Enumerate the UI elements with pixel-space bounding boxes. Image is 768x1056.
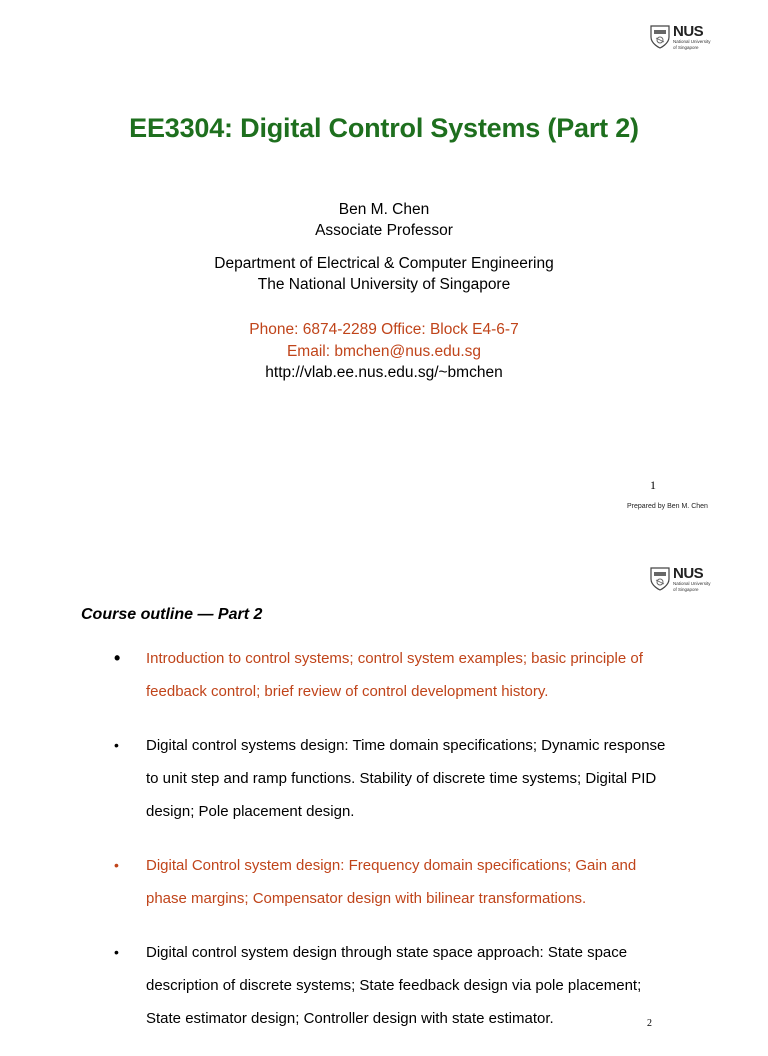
outline-item-line: Digital Control system design: Frequency domain specifications; Gain and bbox=[146, 857, 637, 874]
outline-item bbox=[114, 849, 674, 915]
outline-item-line: Introduction to control systems; control system examples; basic principle of bbox=[146, 650, 643, 667]
bullet-marker: • bbox=[114, 857, 119, 873]
contact-line: Phone: 6874-2289 Office: Block E4-6-7 bbox=[249, 321, 519, 338]
bullet-marker: • bbox=[114, 648, 121, 668]
author-position: Associate Professor bbox=[315, 222, 453, 239]
outline-item bbox=[114, 642, 674, 708]
outline-item-line: description of discrete systems; State feedback design via pole placement; bbox=[146, 977, 642, 994]
outline-item bbox=[114, 729, 674, 828]
logo-brand: NUS bbox=[673, 565, 704, 582]
university: The National University of Singapore bbox=[257, 276, 511, 293]
logo-subtitle-line1: National University bbox=[673, 581, 711, 586]
page-number: 2 bbox=[647, 1018, 652, 1029]
outline-item-line: design; Pole placement design. bbox=[146, 803, 355, 820]
nus-crest-icon bbox=[649, 24, 671, 50]
outline-item-line: Digital control systems design: Time domain specifications; Dynamic response bbox=[146, 737, 666, 754]
outline-heading: Course outline — Part 2 bbox=[81, 606, 263, 623]
logo-subtitle-line2: of Singapore bbox=[673, 586, 699, 592]
nus-logo bbox=[649, 566, 711, 592]
page-number: 1 bbox=[650, 478, 656, 492]
outline-item-line: State estimator design; Controller design with state estimator. bbox=[146, 1010, 554, 1027]
homepage-url: http://vlab.ee.nus.edu.sg/~bmchen bbox=[265, 364, 503, 381]
outline-item-line: phase margins; Compensator design with bilinear transformations. bbox=[146, 890, 587, 907]
outline-item bbox=[114, 936, 674, 1035]
author-name: Ben M. Chen bbox=[338, 201, 430, 218]
outline-item-line: feedback control; brief review of control development history. bbox=[146, 683, 549, 700]
logo-subtitle-line1: National University bbox=[673, 39, 711, 44]
slide-title: EE3304: Digital Control Systems (Part 2) bbox=[129, 113, 639, 143]
email-line: Email: bmchen@nus.edu.sg bbox=[286, 343, 482, 360]
bullet-marker: • bbox=[114, 737, 119, 753]
logo-subtitle-line2: of Singapore bbox=[673, 44, 699, 50]
bullet-marker: • bbox=[114, 944, 119, 960]
logo-brand: NUS bbox=[673, 23, 704, 40]
nus-crest-icon bbox=[649, 566, 671, 592]
outline-item-line: to unit step and ramp functions. Stability of discrete time systems; Digital PID bbox=[146, 770, 657, 787]
outline-item-line: Digital control system design through state space approach: State space bbox=[146, 944, 628, 961]
prepared-by: Prepared by Ben M. Chen bbox=[627, 503, 708, 510]
department: Department of Electrical & Computer Engineering bbox=[214, 255, 554, 272]
nus-logo bbox=[649, 24, 711, 50]
outline-list bbox=[114, 642, 674, 1056]
outline-slide bbox=[0, 542, 768, 1029]
